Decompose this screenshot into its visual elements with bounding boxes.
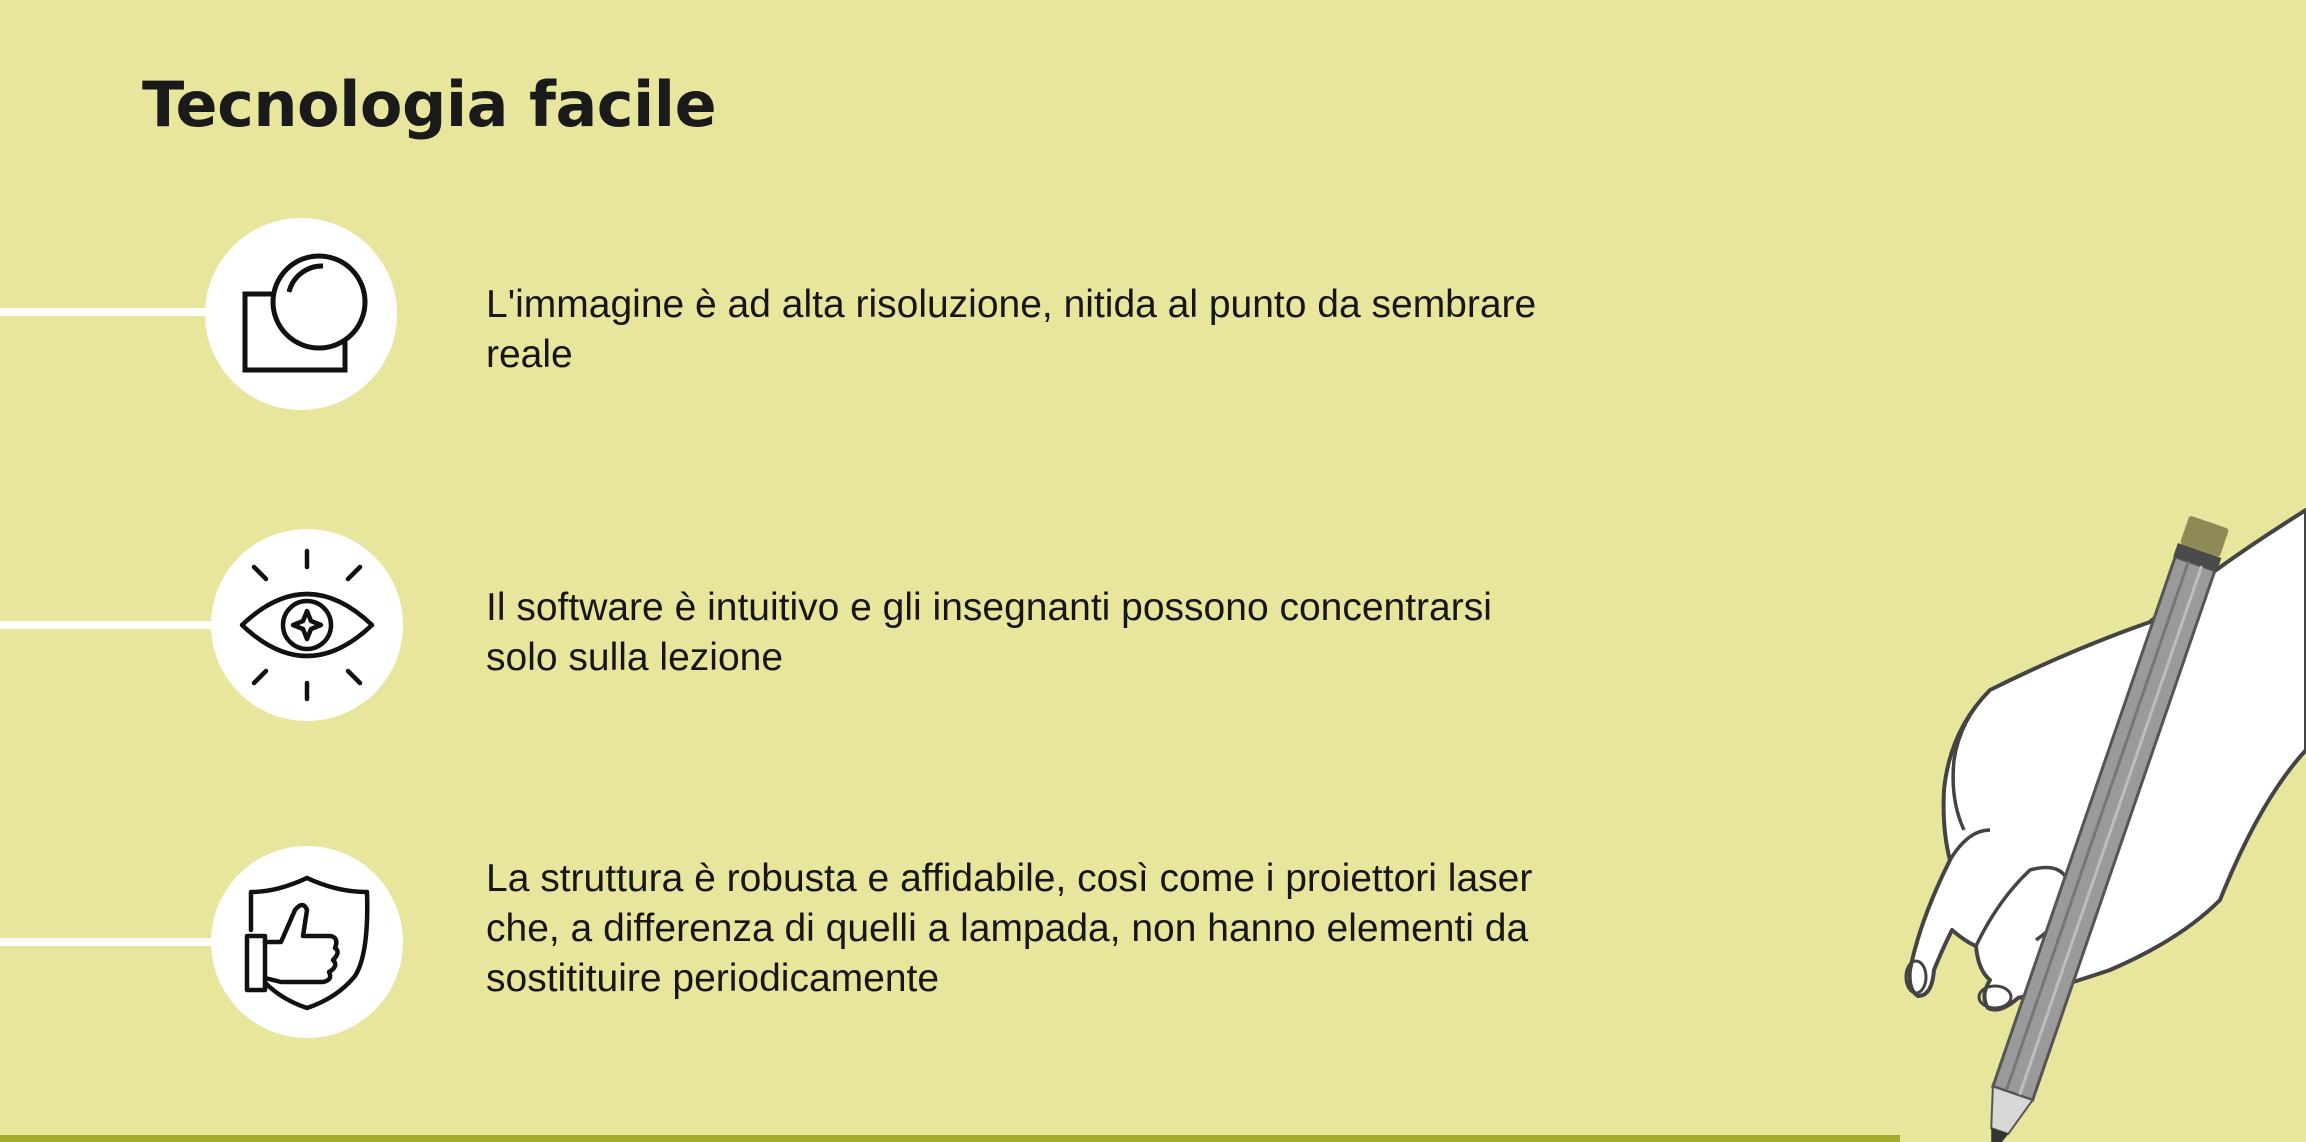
- icon-circle: [205, 218, 397, 410]
- image-lens-icon: [231, 244, 371, 384]
- eye-icon: [232, 545, 382, 705]
- connector-line: [0, 938, 225, 946]
- connector-line: [0, 308, 220, 316]
- feature-item-structure: [0, 846, 1560, 1038]
- connector-line: [0, 621, 225, 629]
- feature-text: La struttura è robusta e affidabile, così come i proiettori laser che, a differenza di quelli a lampada, non hanno elementi da sostitituire periodicamente: [486, 857, 1533, 1000]
- bottom-accent-bar: [0, 1135, 1900, 1142]
- feature-item-resolution: [0, 218, 1560, 410]
- icon-circle: [211, 846, 403, 1038]
- feature-text: L'immagine è ad alta risoluzione, nitida al punto da sembrare reale: [486, 283, 1537, 376]
- icon-circle: [211, 529, 403, 721]
- feature-text: Il software è intuitivo e gli insegnanti possono concentrarsi solo sulla lezione: [486, 586, 1492, 679]
- page-title: Tecnologia facile: [142, 68, 717, 141]
- feature-item-software: [0, 529, 1560, 721]
- shield-thumbs-up-icon: [237, 872, 377, 1012]
- hand-pencil-illustration: [1880, 500, 2306, 1142]
